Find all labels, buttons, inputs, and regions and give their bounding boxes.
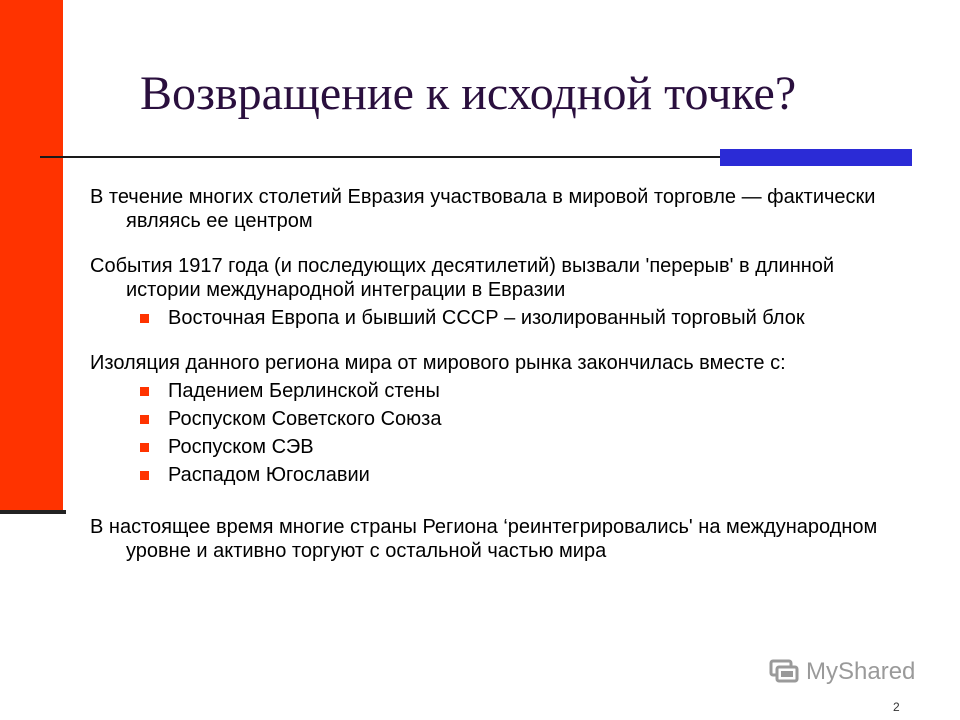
bullet-item [90, 435, 890, 459]
bullet-text: Восточная Европа и бывший СССР – изолированный торговый блок [168, 307, 805, 329]
paragraph-2: События 1917 года (и последующих десятилетий) вызвали 'перерыв' в длинной истории международной интеграции в Евразии [90, 255, 835, 301]
page-number: 2 [893, 700, 900, 714]
left-accent-bar [0, 0, 63, 512]
left-accent-bar-shadow [0, 510, 66, 514]
paragraph-2-bullets [90, 306, 890, 330]
bullet-item [90, 379, 890, 403]
watermark-text: MyShared [806, 658, 916, 685]
square-bullet-icon [140, 314, 149, 323]
bullet-text: Роспуском Советского Союза [168, 408, 442, 430]
bullet-text: Падением Берлинской стены [168, 380, 440, 402]
slide-body [90, 185, 890, 563]
square-bullet-icon [140, 471, 149, 480]
square-bullet-icon [140, 415, 149, 424]
myshared-watermark [768, 658, 915, 686]
paragraph-3: Изоляция данного региона мира от мирового рынка закончилась вместе с: [90, 352, 786, 374]
title-divider-accent [720, 149, 912, 166]
paragraph-1: В течение многих столетий Евразия участвовала в мировой торговле — фактически являясь ее центром [90, 186, 876, 232]
myshared-logo-icon [768, 659, 800, 685]
bullet-item [90, 407, 890, 431]
paragraph-3-bullets [90, 379, 890, 487]
paragraph-4: В настоящее время многие страны Региона ‘реинтегрировались' на международном уровне и активно торгуют с остальной частью мира [90, 516, 878, 562]
slide-title: Возвращение к исходной точке? [140, 67, 797, 120]
square-bullet-icon [140, 387, 149, 396]
square-bullet-icon [140, 443, 149, 452]
bullet-text: Роспуском СЭВ [168, 436, 314, 458]
bullet-item [90, 463, 890, 487]
bullet-item [90, 306, 890, 330]
bullet-text: Распадом Югославии [168, 464, 370, 486]
